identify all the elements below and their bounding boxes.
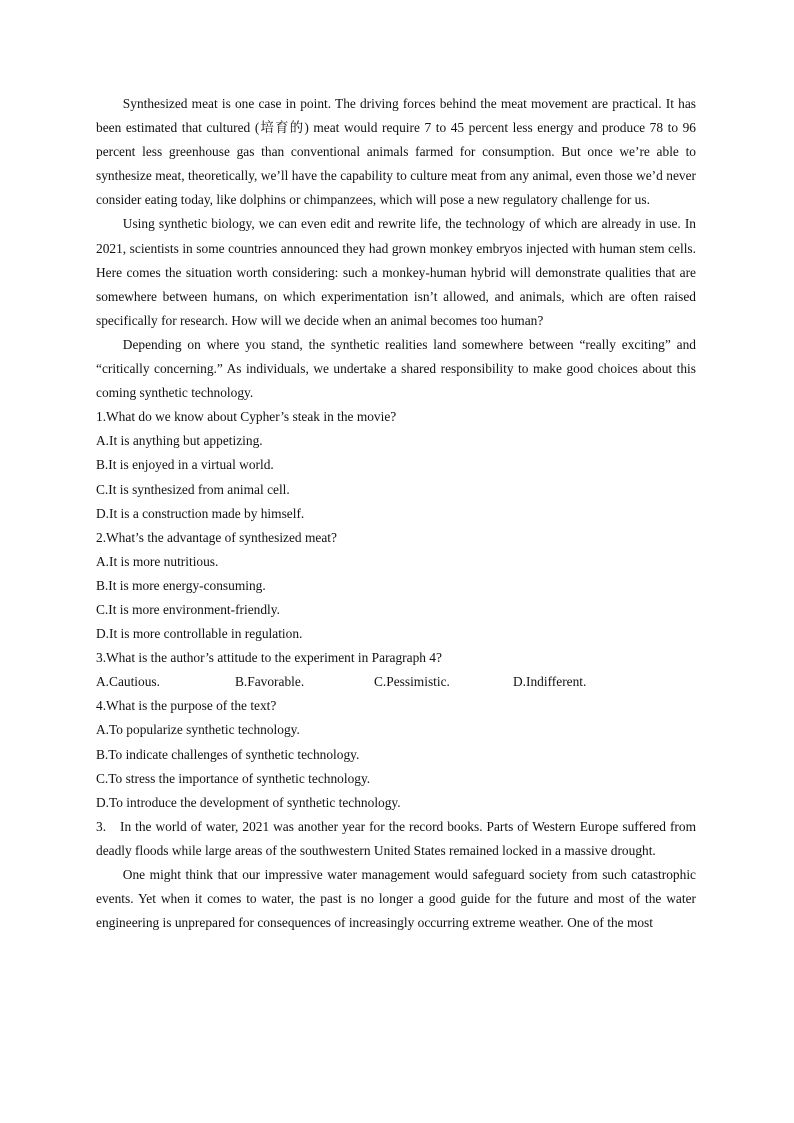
question-4: [96, 694, 696, 814]
option-b: B.Favorable.: [235, 674, 305, 690]
option-a: A.It is anything but appetizing.: [96, 433, 263, 449]
document-page: [96, 92, 696, 935]
option-a: A.To popularize synthetic technology.: [96, 722, 300, 738]
passage-number: 3.: [96, 818, 107, 834]
passage-b-paragraph-2: One might think that our impressive water management would safeguard society from such catastrophic events. Yet when it comes to water, the past is no longer a good guide for the future and most of the water engineering is unprepared for consequences of increasingly occurring extreme weather. One of the most: [96, 867, 696, 931]
option-a: A.Cautious.: [96, 674, 160, 690]
option-c: C.It is more environment-friendly.: [96, 601, 280, 617]
option-b: B.To indicate challenges of synthetic technology.: [96, 746, 360, 762]
passage-a-paragraph-3: Depending on where you stand, the synthetic realities land somewhere between “really exciting” and “critically concerning.” As individuals, we undertake a shared responsibility to make good choices about this coming synthetic technology.: [96, 336, 696, 401]
question-1: [96, 405, 696, 525]
question-stem: 1.What do we know about Cypher’s steak in the movie?: [96, 409, 397, 425]
passage-a-paragraph-2: Using synthetic biology, we can even edit and rewrite life, the technology of which are already in use. In 2021, scientists in some countries announced they had grown monkey embryos injected with human stem cells. Here comes the situation worth considering: such a monkey-human hybrid will demonstrate qualities that are somewhere between humans, on which experimentation isn’t allowed, and animals, which are often raised specifically for research. How will we decide when an animal becomes too human?: [96, 216, 696, 328]
option-c: C.To stress the importance of synthetic technology.: [96, 770, 371, 786]
question-stem: 4.What is the purpose of the text?: [96, 698, 277, 714]
option-row: [96, 670, 696, 694]
passage-a-paragraph-1: Synthesized meat is one case in point. The driving forces behind the meat movement are practical. It has been estimated that cultured (培育的) meat would require 7 to 45 percent less energy and produce 78 to 96 percent less greenhouse gas than conventional animals farmed for consumption. But once we’re able to synthesize meat, theoretically, we’ll have the capability to culture meat from any animal, even those we’d never consider eating today, like dolphins or chimpanzees, which will pose a new regulatory challenge for us.: [96, 96, 696, 208]
question-stem: 3.What is the author’s attitude to the experiment in Paragraph 4?: [96, 650, 442, 666]
passage-b-paragraph-1: [96, 815, 696, 863]
option-d: D.It is a construction made by himself.: [96, 505, 305, 521]
option-d: D.Indifferent.: [513, 674, 587, 690]
option-a: A.It is more nutritious.: [96, 553, 219, 569]
option-c: C.It is synthesized from animal cell.: [96, 481, 290, 497]
question-2: [96, 526, 696, 646]
option-b: B.It is enjoyed in a virtual world.: [96, 457, 274, 473]
option-d: D.To introduce the development of synthetic technology.: [96, 794, 401, 810]
option-d: D.It is more controllable in regulation.: [96, 626, 303, 642]
question-stem: 2.What’s the advantage of synthesized meat?: [96, 529, 337, 545]
passage-b-text: In the world of water, 2021 was another year for the record books. Parts of Western Europe suffered from deadly floods while large areas of the southwestern United States remained locked in a massive drought.: [96, 818, 696, 858]
option-b: B.It is more energy-consuming.: [96, 577, 266, 593]
question-3: [96, 646, 696, 694]
option-c: C.Pessimistic.: [374, 674, 450, 690]
